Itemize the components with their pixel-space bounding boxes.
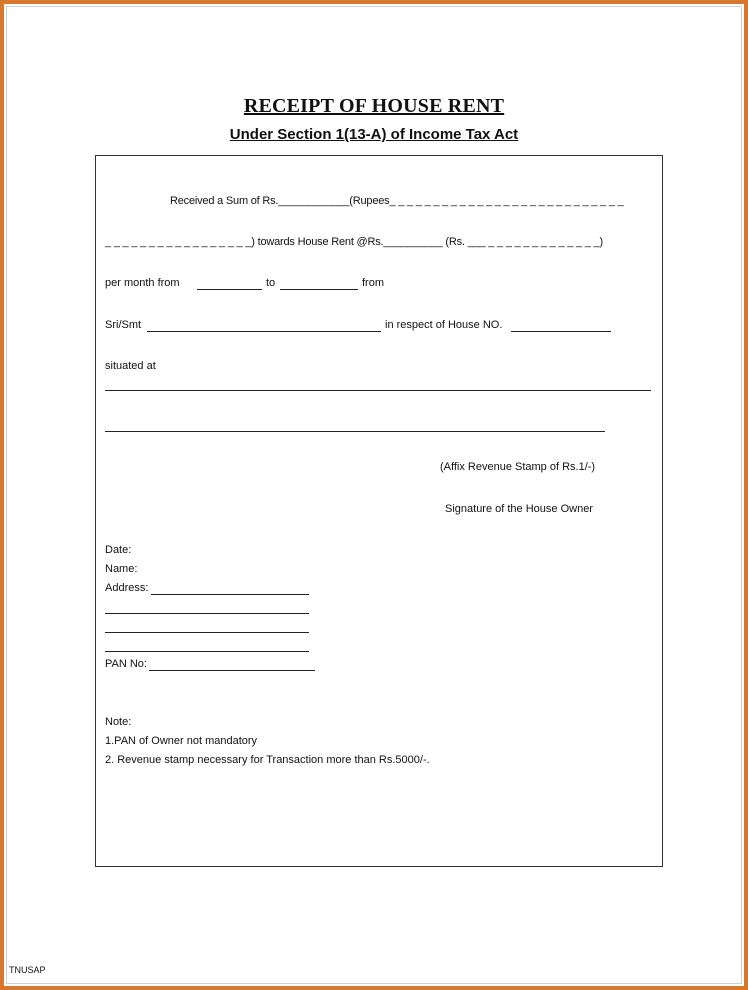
address-label: Address: xyxy=(105,582,149,594)
to-label: to xyxy=(266,277,276,289)
from-date-blank xyxy=(197,289,262,290)
pan-label: PAN No: xyxy=(105,658,147,670)
sri-smt-blank xyxy=(147,331,381,332)
name-label: Name: xyxy=(105,563,138,575)
footer-code: TNUSAP xyxy=(9,965,46,975)
house-no-blank xyxy=(511,331,611,332)
situated-at-label: situated at xyxy=(105,360,156,372)
address-blank-2 xyxy=(105,613,309,614)
affix-stamp-note: (Affix Revenue Stamp of Rs.1/-) xyxy=(440,461,596,473)
sri-smt-label: Sri/Smt xyxy=(105,319,142,331)
situated-blank-1 xyxy=(105,390,651,391)
towards-rent-line: _ _ _ _ _ _ _ _ _ _ _ _ _ _ _ _ _) towards House Rent @Rs.__________ (Rs. ___ _ _ _ _ _ _ _ _ _ _ _ _ _) xyxy=(105,236,603,248)
to-date-blank xyxy=(280,289,358,290)
note-heading: Note: xyxy=(105,716,132,728)
from-label: from xyxy=(362,277,384,289)
date-label: Date: xyxy=(105,544,132,556)
note-item-2: 2. Revenue stamp necessary for Transaction more than Rs.5000/-. xyxy=(105,754,430,766)
address-blank-4 xyxy=(105,651,309,652)
received-sum-line: Received a Sum of Rs.____________(Rupees_ _ _ _ _ _ _ _ _ _ _ _ _ _ _ _ _ _ _ _ _ _ _ _ _ _ _ xyxy=(170,195,624,207)
per-month-from-label: per month from xyxy=(105,277,180,289)
document-title: RECEIPT OF HOUSE RENT xyxy=(243,95,505,117)
signature-label: Signature of the House Owner xyxy=(445,503,593,515)
address-blank-3 xyxy=(105,632,309,633)
situated-blank-2 xyxy=(105,431,605,432)
pan-blank xyxy=(149,670,315,671)
note-item-1: 1.PAN of Owner not mandatory xyxy=(105,735,258,747)
address-blank-1 xyxy=(151,594,309,595)
in-respect-label: in respect of House NO. xyxy=(385,319,503,331)
document-subtitle: Under Section 1(13-A) of Income Tax Act xyxy=(229,126,519,143)
